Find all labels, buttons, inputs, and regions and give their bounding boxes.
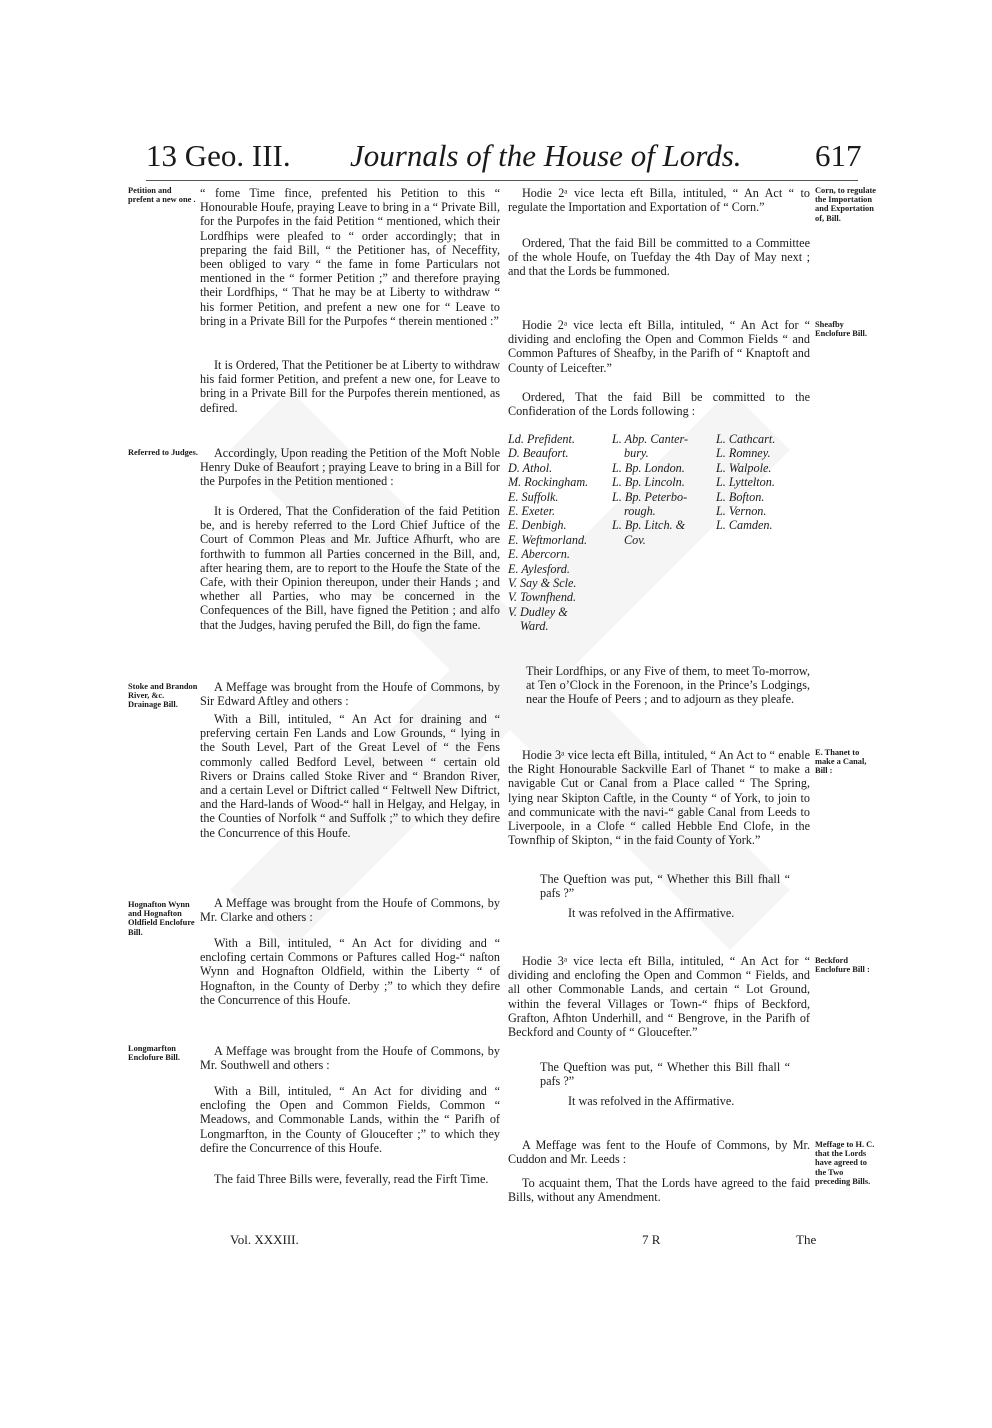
margin-note-beckford: Beckford Enclofure Bill : [815, 956, 870, 975]
margin-note-message-hc: Meffage to H. C. that the Lords have agreed to the Two preceding Bills. [815, 1140, 875, 1186]
journal-title: Journals of the House of Lords. [350, 138, 742, 173]
lord-entry: L. Camden. [716, 518, 773, 533]
lord-entry: L. Cathcart. [716, 432, 776, 446]
right-para-ordered-committee: Ordered, That the faid Bill be committed to a Committee of the whole Houfe, on Tuefday the 4th Day of May next ; and that the Lords be fummoned. [508, 236, 810, 279]
right-para-lordships-meet: Their Lordfhips, or any Five of them, to meet To-morrow, at Ten o’Clock in the Forenoon, in the Prince’s Lodgings, near the Houfe of Peers ; and to adjourn as they pleafe. [526, 664, 810, 707]
lord-entry: E. Weftmorland. [508, 532, 588, 547]
lords-list-col2 [612, 432, 688, 547]
lord-entry: E. Aylesford. [508, 561, 570, 576]
right-para-lords-agreed: To acquaint them, That the Lords have agreed to the faid Bills, without any Amendment. [508, 1176, 810, 1205]
right-para-beckford-bill: Hodie 3ᵃ vice lecta eft Billa, intituled, “ An Act for “ dividing and enclofing the Open and Common “ Fields, and all other Commonable Lands, and certain “ Lot Ground, within the feveral Villages or Town-“ fhips of Beckford, Grafton, Afhton Underhill, and “ Bengrove, in the Parifh of Beckford and County of “ Gloucefter.” [508, 954, 810, 1040]
lord-entry: L. Vernon. [716, 504, 767, 519]
lord-entry: Ward. [520, 619, 549, 634]
lord-entry: Ld. Prefident. [508, 432, 575, 446]
lord-entry: L. Lyttelton. [716, 475, 775, 490]
right-para-question-1: The Queftion was put, “ Whether this Bill fhall “ pafs ?” [540, 872, 790, 901]
lord-entry: L. Abp. Canter- [612, 432, 689, 446]
right-para-sheasby-bill: Hodie 2ᵃ vice lecta eft Billa, intituled, “ An Act for “ dividing and enclofing the Open and Common Fields “ and Common Paftures of Sheafby, in the Parifh of “ Knaptoft and County of Leicefter.” [508, 318, 810, 375]
lords-list-col3 [716, 432, 775, 533]
left-para-ordered-judges: It is Ordered, That the Confideration of the faid Petition be, and is hereby referred to the Lord Chief Juftice of the Court of Common Pleas and Mr. Juftice Afhurft, who are forthwith to fummon all Parties concerned in the Bill, and, after hearing them, are to report to the Houfe the State of the Cafe, with their Opinion thereupon, under their Hands ; and whether all Parties, who may be concerned in the Confequences of the Bill, have figned the Petition ; and alfo that the Judges, having perufed the Bill, do fign the fame. [200, 504, 500, 632]
right-para-thanet-bill: Hodie 3ᵃ vice lecta eft Billa, intituled, “ An Act to “ enable the Right Honourable Sackville Earl of Thanet “ to make a navigable Cut or Canal from a Place called “ The Spring, lying near Skipton Caftle, in the County “ of York, to join to and communicate with the navi-“ gable Canal from Leeds to Liverpoole, in a Clofe “ called Hebble End Clofe, in the Townfhip of Skipton, “ in the faid County of York.” [508, 748, 810, 848]
left-para-petition-quote: “ fome Time fince, prefented his Petition to this “ Honourable Houfe, praying Leave to bring in a “ Private Bill, for the Purpofes in the faid Petition “ mentioned, which their Lordfhips were pleafed to “ order accordingly; that in preparing the faid Bill, “ the Petitioner has, of Neceffity, been obliged to vary “ the fame in fome Particulars not mentioned in the “ former Petition ;” and therefore praying their Lordfhips, “ That he may be at Liberty to withdraw “ his former Petition, and prefent a new one for “ Leave to bring in a Private Bill for the Purpofes “ therein mentioned :” [200, 186, 500, 328]
left-para-longmarston-bill: With a Bill, intituled, “ An Act for dividing and “ enclofing the Open and Common Fields, Common “ Meadows, and Commonable Lands, within the “ Parifh of Longmarfton, in the County of Gloucefter ;” to which they defire the Concurrence of this Houfe. [200, 1084, 500, 1155]
lord-entry: L. Bp. Lincoln. [612, 475, 685, 490]
lord-entry: E. Exeter. [508, 504, 556, 519]
margin-note-corn: Corn, to regulate the Importation and Exportation of, Bill. [815, 186, 877, 223]
left-para-message-southwell: A Meffage was brought from the Houfe of Commons, by Mr. Southwell and others : [200, 1044, 500, 1073]
margin-note-petition: Petition and prefent a new one . [128, 186, 196, 205]
lord-entry: D. Athol. [508, 460, 553, 475]
volume-label: Vol. XXXIII. [230, 1232, 299, 1247]
margin-note-thanet: E. Thanet to make a Canal, Bill : [815, 748, 867, 776]
right-para-resolved-1: It was refolved in the Affirmative. [568, 906, 735, 920]
catchword: The [796, 1232, 817, 1247]
lord-entry: V. Townfhend. [508, 590, 577, 605]
left-para-drainage-bill: With a Bill, intituled, “ An Act for draining and “ preferving certain Fen Lands and Low Grounds, “ lying in the South Level, Part of the Great Level of “ the Fens commonly called Bedford Level, between “ certain old Rivers or Drains called Stoke River and “ Brandon River, and a certain Level or Diftrict called “ Feltwell New Diftrict, and the Hard-lands of Wood-“ hall in Helgay, and Helgay, in the Counties of Norfolk “ and Suffolk ;” to which they defire the Concurrence of this Houfe. [200, 712, 500, 840]
page-number: 617 [815, 138, 862, 173]
lord-entry: E. Suffolk. [508, 489, 559, 504]
lord-entry: L. Romney. [716, 446, 771, 461]
right-para-resolved-2: It was refolved in the Affirmative. [568, 1094, 735, 1108]
lord-entry: bury. [624, 446, 649, 461]
left-para-message-clarke: A Meffage was brought from the Houfe of Commons, by Mr. Clarke and others : [200, 896, 500, 925]
lord-entry: E. Denbigh. [508, 518, 567, 533]
lord-entry: M. Rockingham. [508, 475, 589, 490]
right-para-corn-bill: Hodie 2ᵃ vice lecta eft Billa, intituled, “ An Act “ to regulate the Importation and Exportation of “ Corn.” [508, 186, 810, 215]
lord-entry: L. Bp. Peterbo- [612, 489, 688, 504]
lord-entry: L. Bofton. [716, 489, 765, 504]
lord-entry: rough. [624, 504, 656, 519]
left-para-message-astley: A Meffage was brought from the Houfe of Commons, by Sir Edward Aftley and others : [200, 680, 500, 709]
margin-note-longmarston: Longmarfton Enclofure Bill. [128, 1044, 180, 1063]
margin-note-sheasby: Sheafby Enclofure Bill. [815, 320, 867, 339]
header-rule [146, 180, 858, 181]
lord-entry: L. Bp. Litch. & [612, 518, 686, 533]
margin-note-judges: Referred to Judges. [128, 448, 198, 457]
lord-entry: V. Say & Scle. [508, 576, 577, 591]
left-para-first-reading: The faid Three Bills were, feverally, read the Firft Time. [214, 1172, 489, 1186]
lord-entry: L. Walpole. [716, 460, 772, 475]
lord-entry: D. Beaufort. [508, 446, 569, 461]
left-para-hognaston-bill: With a Bill, intituled, “ An Act for dividing and “ enclofing certain Commons or Paftures called Hog-“ naſton Wynn and Hognafton Oldfield, within the Liberty “ of Hognafton, in the County of Derby ;” to which they defire the Concurrence of this Houfe. [200, 936, 500, 1007]
margin-note-stoke-brandon: Stoke and Brandon River, &c. Drainage Bill. [128, 682, 198, 710]
right-para-message-cuddon: A Meffage was fent to the Houfe of Commons, by Mr. Cuddon and Mr. Leeds : [508, 1138, 810, 1167]
left-para-beaufort-petition: Accordingly, Upon reading the Petition of the Moft Noble Henry Duke of Beaufort ; praying Leave to bring in a Bill for the Purpofes in the Petition mentioned : [200, 446, 500, 489]
lord-entry: E. Abercorn. [508, 547, 570, 562]
left-para-ordered-withdraw: It is Ordered, That the Petitioner be at Liberty to withdraw his faid former Petition, and prefent a new one, for Leave to bring in a Private Bill for the Purpofes therein mentioned, as defired. [200, 358, 500, 415]
lord-entry: L. Bp. London. [612, 460, 685, 475]
signature-mark: 7 R [642, 1232, 661, 1247]
margin-note-hognaston: Hognafton Wynn and Hognafton Oldfield Enclofure Bill. [128, 900, 195, 937]
lords-list-col1 [508, 432, 588, 634]
right-para-ordered-lords: Ordered, That the faid Bill be committed to the Confideration of the Lords following : [508, 390, 810, 419]
lord-entry: Cov. [624, 532, 646, 547]
lord-entry: V. Dudley & [508, 604, 568, 619]
regnal-year-header: 13 Geo. III. [146, 138, 291, 173]
right-para-question-2: The Queftion was put, “ Whether this Bill fhall “ pafs ?” [540, 1060, 790, 1089]
